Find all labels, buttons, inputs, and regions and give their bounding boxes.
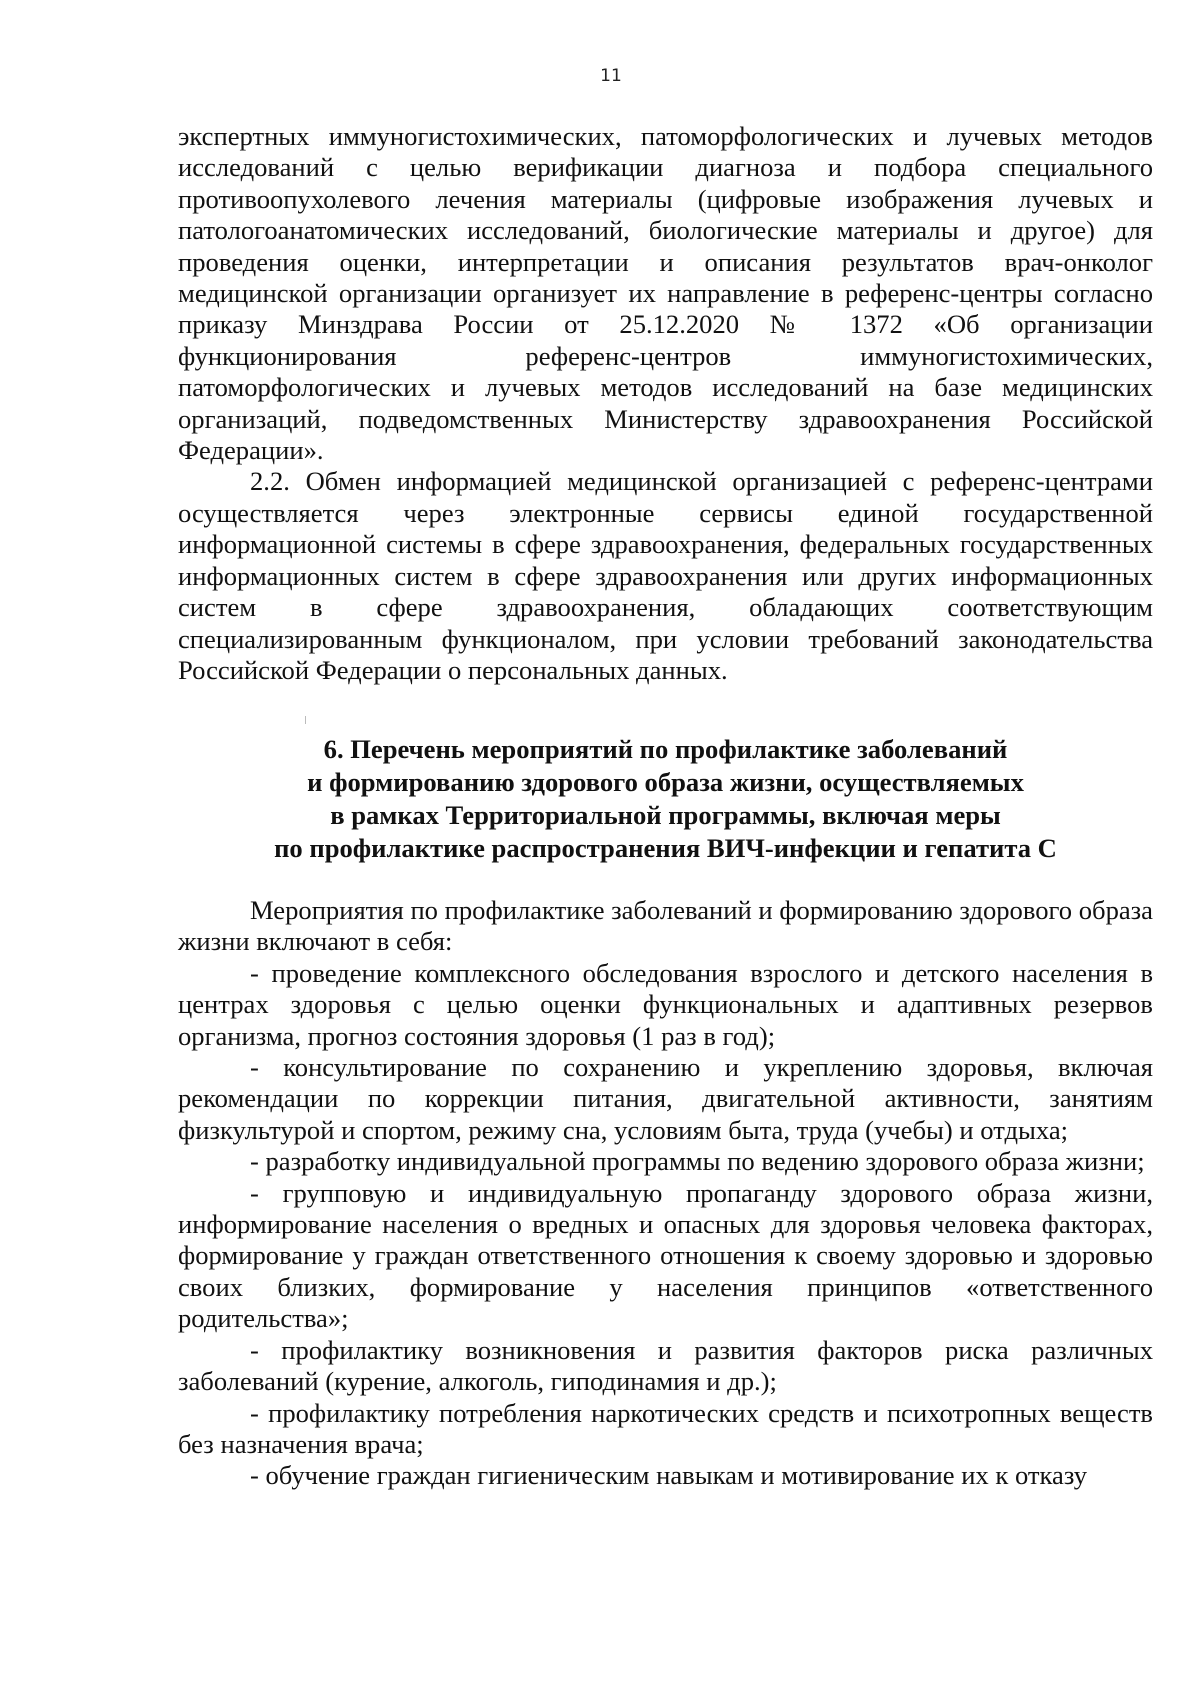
- paragraph-referral-materials: экспертных иммуногистохимических, патоморфологических и лучевых методов исследований с целью верификации диагноза и подбора специального противоопухолевого лечения материалы (цифровые изображения лучевых и патологоанатомических исследований, биологические материалы и другое) для проведения оценки, интерпретации и описания результатов врач-онколог медицинской организации организует их направление в референс-центры согласно приказу Минздрава России от 25.12.2020 № 1372 «Об организации функционирования референс-центров иммуногистохимических, патоморфологических и лучевых методов исследований на базе медицинских организаций, подведомственных Министерству здравоохранения Российской Федерации».: [178, 121, 1153, 466]
- list-item-drug-prevention: - профилактику потребления наркотических средств и психотропных веществ без назначения врача;: [178, 1397, 1153, 1459]
- section-6-body: [178, 895, 1153, 1492]
- paragraph-2-2-information-exchange: 2.2. Обмен информацией медицинской организацией с референс-центрами осуществляется через электронные сервисы единой государственной информационной системы в сфере здравоохранения, федеральных государственных информационных систем в сфере здравоохранения или других информационных систем в сфере здравоохранения, обладающих соответствующим специализированным функционалом, при условии требований законодательства Российской Федерации о персональных данных.: [178, 466, 1153, 685]
- list-item-health-consulting: - консультирование по сохранению и укреплению здоровья, включая рекомендации по коррекции питания, двигательной активности, занятиям физкультурой и спортом, режиму сна, условиям быта, труда (учебы) и отдыха;: [178, 1052, 1153, 1145]
- list-item-individual-program: - разработку индивидуальной программы по ведению здорового образа жизни;: [250, 1146, 1145, 1177]
- heading-line: в рамках Территориальной программы, включая меры: [330, 800, 1001, 830]
- list-item-comprehensive-examination: - проведение комплексного обследования взрослого и детского населения в центрах здоровья с целью оценки функциональных и адаптивных резервов организма, прогноз состояния здоровья (1 раз в год);: [178, 957, 1153, 1051]
- list-item-hygiene-training: - обучение граждан гигиеническим навыкам и мотивирование их к отказу: [250, 1460, 1088, 1491]
- heading-line: и формированию здорового образа жизни, осуществляемых: [307, 767, 1024, 797]
- list-item-risk-factor-prevention: - профилактику возникновения и развития факторов риска различных заболеваний (курение, алкоголь, гиподинамия и др.);: [178, 1334, 1153, 1397]
- page-number: 11: [600, 66, 622, 86]
- heading-line: 6. Перечень мероприятий по профилактике заболеваний: [323, 734, 1008, 764]
- section-6-heading: [178, 733, 1153, 865]
- heading-line: по профилактике распространения ВИЧ-инфекции и гепатита С: [274, 833, 1057, 863]
- paragraph-intro-measures: Мероприятия по профилактике заболеваний и формированию здорового образа жизни включают в себя:: [178, 895, 1153, 957]
- top-text-block: [178, 121, 1153, 686]
- list-item-healthy-lifestyle-promotion: - групповую и индивидуальную пропаганду здорового образа жизни, информирование населения о вредных и опасных для здоровья человека факторах, формирование у граждан ответственного отношения к своему здоровью и здоровью своих близких, формирование у населения принципов «ответственного родительства»;: [178, 1177, 1153, 1334]
- scan-artifact-mark: [305, 716, 306, 724]
